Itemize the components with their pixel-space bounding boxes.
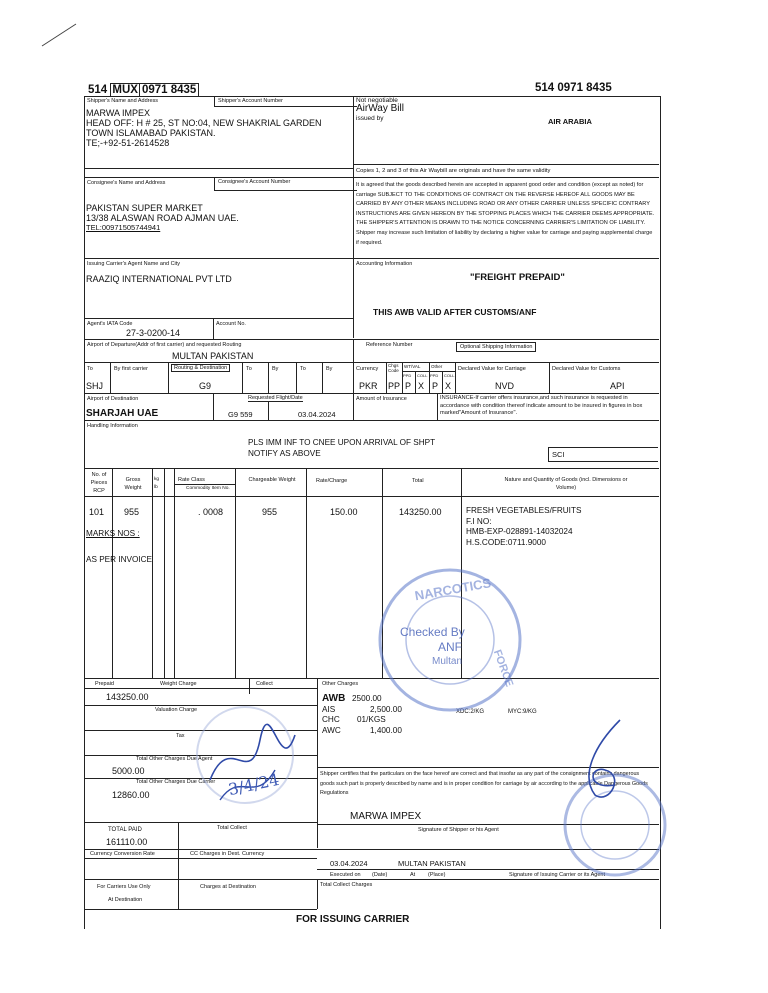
execution-place: MULTAN PAKISTAN	[398, 859, 466, 868]
other-charges-label: Other Charges	[322, 681, 359, 687]
routing-destination-label: Routing & Destination	[171, 364, 230, 372]
handling-text	[248, 437, 435, 459]
currency-value: PKR	[359, 381, 378, 391]
due-carrier-label: Total Other Charges Due Carrier	[136, 779, 216, 785]
declared-customs-value: API	[610, 381, 625, 391]
copies-note: Copies 1, 2 and 3 of this Air Waybill are originals and have the same validity	[356, 168, 551, 174]
total-collect-charges-label: Total Collect Charges	[320, 882, 373, 888]
currency-conversion-label: Currency Conversion Rate	[90, 851, 155, 857]
myc-charge: MYC:9/KG	[508, 709, 537, 715]
chargeable-weight-value: 955	[262, 507, 278, 517]
as-per-invoice: AS PER INVOICE	[86, 555, 152, 564]
cc-charges-label: CC Charges in Dest. Currency	[190, 851, 265, 857]
due-carrier-value: 12860.00	[112, 790, 150, 800]
declared-carriage-value: NVD	[495, 381, 515, 391]
conditions-text: It is agreed that the goods described herein are accepted in apparent good order and condition (except as noted) for carriage SUBJECT TO THE CONDITIONS OF CONTRACT ON THE REVERSE HEREOF ALL GOODS MAY BE CARRIED BY ANY OTHER MEANS INCLUDING ROAD OR ANY OTHER CARRIER UNLESS SPECIFIC CONTRARY INSTRUCTIONS ARE GIVEN HEREON BY THE STOPPING PLACES WHICH THE CARRIER DEEMS APPROPRIATE. THE SHIPPER'S ATTENTION IS DRAWN TO THE NOTICE CONCERNING CARRIER'S LIMITATION OF LIABILITY. Shipper may increase such limitation of liability by declaring a higher value for carriage and paying supplemental charge if required.	[356, 182, 655, 246]
total-collect-label: Total Collect	[217, 825, 247, 831]
other-charge-ais: AIS 2,500.00	[322, 704, 402, 714]
other-label: Other	[431, 364, 443, 369]
not-negotiable-label: Not negotiable	[356, 97, 398, 104]
oth-ppd-value: P	[432, 381, 439, 391]
freight-prepaid-text: "FREIGHT PREPAID"	[470, 272, 565, 283]
shipper-name: MARWA IMPEX	[86, 108, 151, 118]
by-first-carrier-label: By first carrier	[114, 366, 148, 372]
collect-label: Collect	[256, 681, 273, 687]
xdc-charge: XDC:2/KG	[456, 709, 485, 715]
agent-name: RAAZIQ INTERNATIONAL PVT LTD	[86, 274, 232, 284]
requested-flight-label: Requested Flight/Date	[248, 395, 303, 401]
rate-value: 150.00	[330, 507, 358, 517]
flight-number: G9 559	[228, 410, 253, 419]
wt-ppd-label: PPD	[403, 373, 412, 378]
goods-name: FRESH VEGETABLES/FRUITS	[466, 506, 582, 515]
wt-val-label: WT/VAL	[404, 364, 421, 369]
at-label: At	[410, 872, 416, 878]
due-agent-value: 5000.00	[112, 766, 145, 776]
consignee-details	[86, 203, 239, 233]
by2-label: By	[272, 366, 279, 372]
awb-validity-text: THIS AWB VALID AFTER CUSTOMS/ANF	[373, 307, 537, 317]
to2-label: To	[246, 366, 252, 372]
by3-label: By	[326, 366, 333, 372]
total-paid-label: TOTAL PAID	[108, 827, 142, 833]
shipper-phone: TE;-+92-51-2614528	[86, 138, 170, 148]
stamp-city: Multan	[432, 656, 463, 667]
for-carriers-use-label: For Carriers Use Only	[97, 884, 151, 890]
pieces-value: 101	[89, 507, 105, 517]
chgs-code-label: Chgs Code	[388, 363, 399, 373]
awb-prefix-number: 514 MUX 0971 8435	[88, 84, 199, 96]
issuer-section	[356, 98, 656, 122]
valuation-charge-label: Valuation Charge	[155, 707, 198, 713]
chargeable-weight-header: Chargeable Weight	[248, 477, 296, 483]
destination-airport: SHARJAH UAE	[86, 408, 159, 419]
issuer-signature-icon	[575, 715, 635, 805]
shipper-certifies-text: Shipper certifies that the particulars on the face hereof are correct and that insofar as any part of the consignment contains dangerous goods such part is properly described by name and is in proper condition for carriage by air according to the applicable Dangerous Goods Regulations	[320, 771, 648, 797]
due-agent-label: Total Other Charges Due Agent	[136, 756, 213, 762]
total-header: Total	[412, 478, 424, 484]
for-issuing-carrier: FOR ISSUING CARRIER	[296, 914, 410, 925]
fi-no-value: HMB-EXP-028891-14032024	[466, 527, 573, 536]
consignee-phone: TEL:00971505744941	[86, 223, 161, 232]
optional-shipping-label: Optional Shipping Information	[456, 342, 536, 352]
shipper-signature-name: MARWA IMPEX	[350, 811, 422, 822]
pieces-header: No. of Pieces RCP	[90, 472, 108, 494]
stamp-anf: ANF	[438, 640, 462, 654]
gross-weight-value: 955	[124, 507, 140, 517]
issuer-name: AIR ARABIA	[548, 117, 592, 126]
currency-label: Currency	[356, 366, 379, 372]
routing-carrier-value: G9	[199, 381, 212, 391]
kg-lb-header: kg lb	[154, 477, 160, 490]
rate-class-header: Rate Class	[178, 477, 205, 483]
chgs-code-value: PP	[388, 381, 401, 391]
handwritten-signature-icon	[200, 720, 300, 810]
at-destination-label: At Destination	[108, 897, 143, 903]
rate-charge-header: Rate/Charge	[316, 478, 348, 484]
executed-on-label: Executed on	[330, 872, 361, 878]
issuing-agent-label: Issuing Carrier's Agent Name and City	[87, 261, 181, 267]
date-label: (Date)	[372, 872, 388, 878]
shipper-label: Shipper's Name and Address	[87, 98, 159, 104]
marks-nos: MARKS NOS :	[86, 529, 140, 538]
commodity-value: . 0008	[198, 507, 224, 517]
shipper-account-label: Shipper's Account Number	[214, 96, 357, 107]
fi-no-label: F.I NO:	[466, 516, 492, 526]
signature-shipper-label: Signature of Shipper or his Agent	[418, 827, 499, 833]
signature-carrier-label: Signature of Issuing Carrier or its Agent	[509, 872, 605, 878]
consignee-name: PAKISTAN SUPER MARKET	[86, 203, 203, 213]
weight-charge-label: Weight Charge	[160, 681, 197, 687]
flight-date: 03.04.2024	[298, 410, 336, 419]
departure-airport: MULTAN PAKISTAN	[172, 351, 254, 361]
total-paid-value: 161110.00	[106, 837, 148, 847]
place-label: (Place)	[428, 872, 446, 878]
declared-carriage-label: Declared Value for Carriage	[458, 366, 526, 372]
wt-coll-value: X	[418, 381, 425, 391]
oth-coll-label: COLL	[444, 373, 455, 378]
airway-bill-title: AirWay Bill	[356, 103, 404, 114]
accounting-info-label: Accounting Information	[356, 261, 413, 267]
other-charge-awc: AWC 1,400.00	[322, 725, 402, 735]
awb-number-right: 514 0971 8435	[535, 82, 612, 94]
other-charge-chc: CHC 01/KGS	[322, 715, 386, 725]
agent-iata-label: Agent's IATA Code	[87, 321, 133, 327]
prepaid-label: Prepaid	[95, 681, 114, 687]
declared-customs-label: Declared Value for Customs	[552, 366, 621, 372]
stamp-force-text: FORCE	[490, 648, 516, 689]
handwritten-date: 3/4/24	[226, 769, 281, 800]
to-label: To	[87, 366, 93, 372]
scan-mark-icon	[40, 20, 80, 50]
shipper-section	[84, 96, 353, 168]
nature-goods-header: Nature and Quantity of Goods (incl. Dimensions or Volume)	[504, 477, 628, 491]
shipper-details	[86, 108, 386, 148]
stamp-narcotics-text: NARCOTICS	[413, 575, 493, 604]
routing-to-value: SHJ	[86, 381, 104, 391]
account-no-label: Account No.	[216, 321, 246, 327]
execution-date: 03.04.2024	[330, 859, 368, 868]
insurance-amount-label: Amount of Insurance	[356, 396, 407, 402]
oth-ppd-label: PPD	[430, 373, 439, 378]
sci-box: SCI	[548, 447, 658, 462]
wt-coll-label: COLL	[417, 373, 428, 378]
goods-description	[466, 506, 581, 548]
charges-destination-label: Charges at Destination	[200, 884, 256, 890]
weight-charge-value: 143250.00	[106, 692, 149, 702]
handling-info-label: Handling Information	[87, 423, 138, 429]
other-charge-awb: AWB 2500.00	[322, 693, 382, 704]
departure-label: Airport of Departure(Addr of first carrier) and requested Routing	[87, 342, 242, 348]
insurance-note: INSURANCE-If carrier offers insurance,and such insurance is requested in accordance with condition thereof indicate amount to be insured in figures in box marked"Amount of Insurance".	[440, 395, 643, 417]
consignee-label: Consignee's Name and Address	[87, 180, 166, 186]
gross-weight-header: Gross Weight	[124, 477, 142, 491]
hs-code: H.S.CODE:0711.9000	[466, 537, 546, 547]
wt-ppd-value: P	[405, 381, 412, 391]
handling-line1: PLS IMM INF TO CNEE UPON ARRIVAL OF SHPT	[248, 438, 436, 447]
commodity-header: Commodity Item No.	[186, 486, 230, 491]
reference-number-label: Reference Number	[366, 342, 413, 348]
consignee-address: 13/38 ALASWAN ROAD AJMAN UAE.	[86, 213, 239, 223]
destination-label: Airport of Destination	[87, 396, 139, 402]
stamp-checked-by: Checked By	[400, 625, 465, 639]
handling-line2: NOTIFY AS ABOVE	[248, 449, 321, 458]
tax-label: Tax	[176, 733, 185, 739]
shipper-address-line2: TOWN ISLAMABAD PAKISTAN.	[86, 128, 216, 138]
total-value: 143250.00	[399, 507, 442, 517]
to3-label: To	[300, 366, 306, 372]
issued-by-label: issued by	[356, 115, 384, 122]
shipper-address-line1: HEAD OFF: H # 25, ST NO:04, NEW SHAKRIAL GARDEN	[86, 118, 322, 128]
oth-coll-value: X	[445, 381, 452, 391]
agent-iata-code: 27-3-0200-14	[126, 328, 181, 338]
consignee-account-label: Consignee's Account Number	[214, 177, 357, 191]
